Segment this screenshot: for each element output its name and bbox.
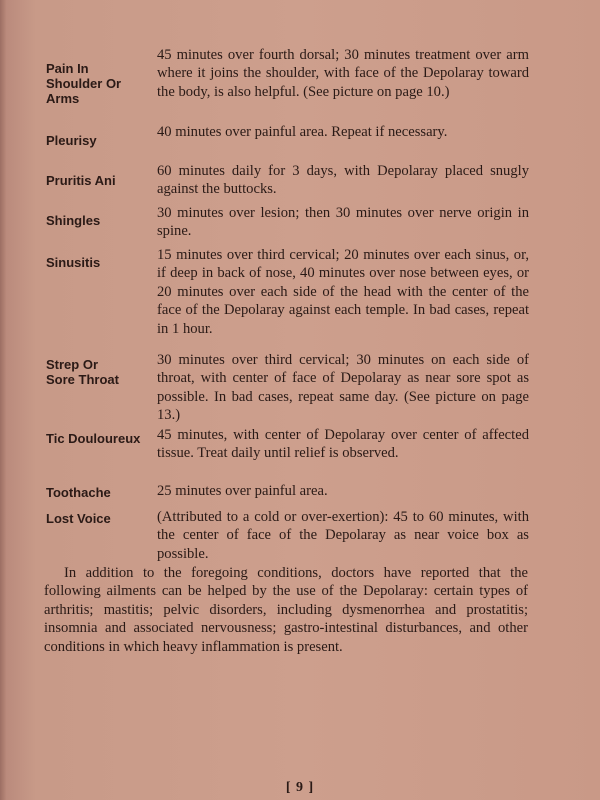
entry-description: 30 minutes over lesion; then 30 minutes over nerve origin in spine. [157,205,529,240]
entry-description: 45 minutes over fourth dorsal; 30 minutes treatment over arm where it joins the shoulder, with face of the Depolaray toward the body, is also helpful. (See picture on page 10.) [157,47,529,100]
entry-term: Toothache [46,485,111,500]
entry-description: 40 minutes over painful area. Repeat if necessary. [157,124,448,140]
page-binding-edge [0,0,6,800]
entry-description: (Attributed to a cold or over-exertion): 45 to 60 minutes, with the center of face of the Depolaray as near voice box as possible. [157,509,529,562]
page-number: [ 9 ] [285,780,315,795]
entry-term: Pruritis Ani [46,173,116,188]
entry-term: Pleurisy [46,133,97,148]
entry-term: Strep Or Sore Throat [46,357,119,387]
closing-paragraph: In addition to the foregoing conditions, doctors have reported that the following ailments can be helped by the use of the Depolaray: certain types of arthritis; mastitis; pelvic disorders, including dysmenorrhea and prostatitis; insomnia and associated nervousness; gastro-intestinal disturbances, and other conditions in which heavy inflammation is present. [44,565,528,655]
entry-description: 30 minutes over third cervical; 30 minutes on each side of throat, with center of face of Depolaray as near sore spot as possible. In bad cases, repeat same day. (See picture on page 13.) [157,352,529,424]
entry-description: 15 minutes over third cervical; 20 minutes over each sinus, or, if deep in back of nose, 40 minutes over nose between eyes, or 20 minutes over each side of the head with the center of the face of the Depolaray against each temple. In bad cases, repeat in 1 hour. [157,247,529,337]
entry-term: Sinusitis [46,255,101,270]
entry-term: Lost Voice [46,511,111,526]
entry-term: Pain In Shoulder Or Arms [46,61,122,106]
entry-description: 45 minutes, with center of Depolaray over center of affected tissue. Treat daily until relief is observed. [157,427,529,462]
entry-description: 60 minutes daily for 3 days, with Depolaray placed snugly against the buttocks. [157,163,529,198]
entry-term: Shingles [46,213,101,228]
entry-term: Tic Douloureux [46,431,141,446]
entry-description: 25 minutes over painful area. [157,483,328,499]
